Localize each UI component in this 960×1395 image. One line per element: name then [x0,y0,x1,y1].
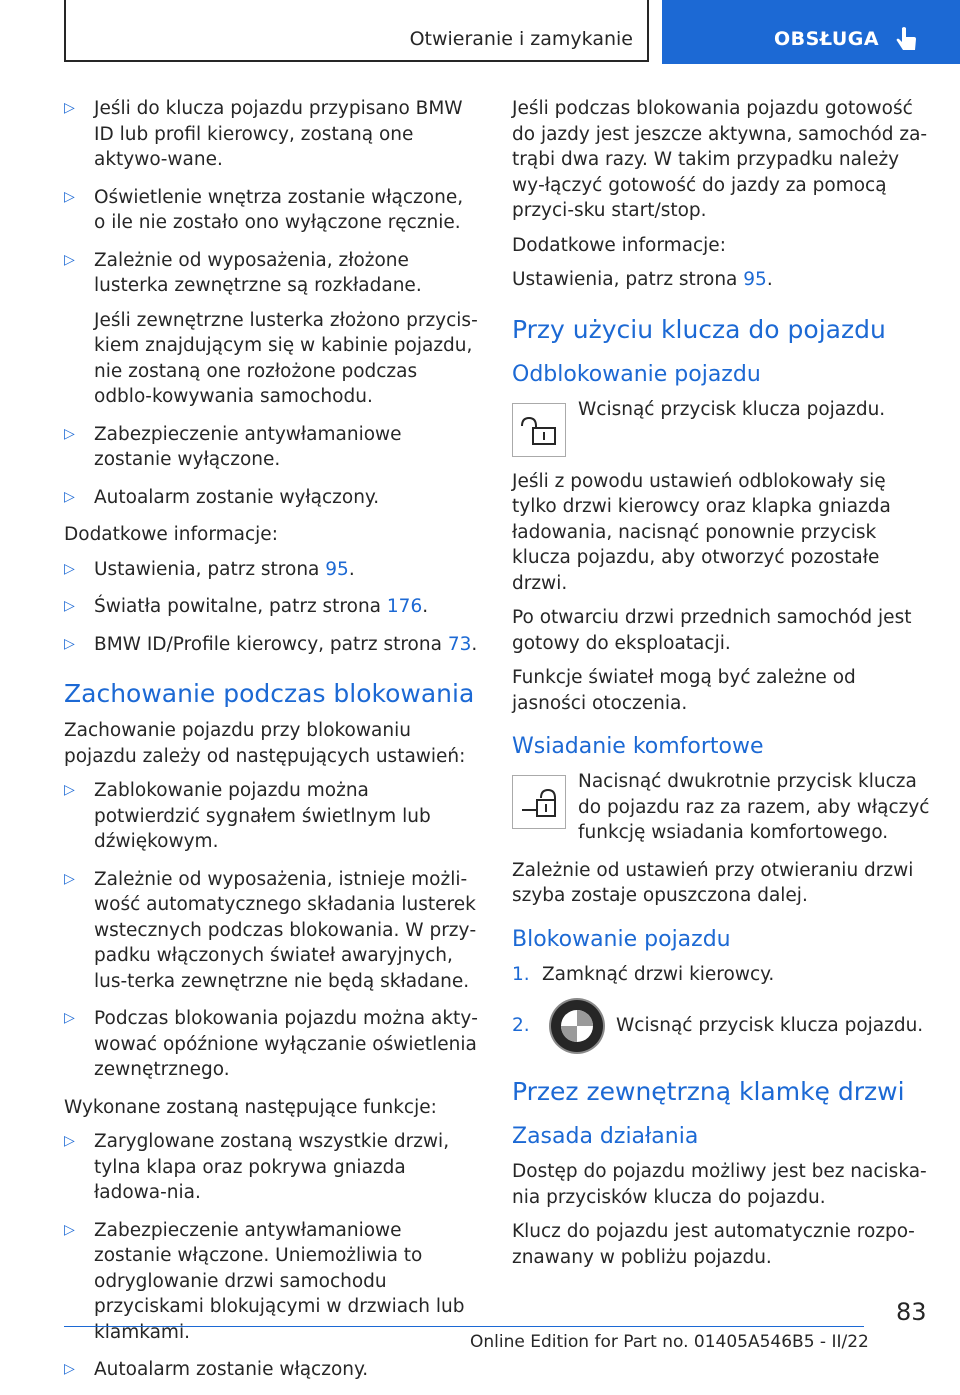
page-link[interactable]: 176 [386,596,423,617]
triangle-bullet-icon: ▷ [64,100,75,116]
triangle-bullet-icon: ▷ [64,488,75,505]
locking-settings-list [64,778,478,1083]
list-item: ▷ Zabezpieczenie antywłamaniowe zostanie wyłączone. [64,423,402,470]
unlock-note-1: Jeśli z powodu ustawień odblokowały się tylko drzwi kierowcy oraz klapka gniazda ładowania, nacisnąć ponownie przycisk klucza pojazdu, aby otworzyć pozostałe drzwi. [512,470,891,594]
key-usage-heading: Przy użyciu klucza do pojazdu [512,314,886,344]
step-text: Zamknąć drzwi kierowcy. [542,963,775,985]
triangle-bullet-icon: ▷ [64,1010,75,1026]
unlock-step-text: Wcisnąć przycisk klucza pojazdu. [578,398,886,420]
list-item: ▷ Jeśli do klucza pojazdu przypisano BMW ID lub profil kierowcy, zostaną one aktywo‐wane. [64,98,463,170]
triangle-bullet-icon: ▷ [64,188,75,205]
additional-info-label: Dodatkowe informacje: [512,234,726,256]
triangle-bullet-icon: ▷ [64,870,75,887]
principle-note-1: Dostęp do pojazdu możliwy jest bez naciska‐nia przycisków klucza do pojazdu. [512,1161,927,1208]
principle-heading: Zasada działania [512,1124,699,1149]
settings-reference: Ustawienia, patrz strona 95. [512,269,773,290]
step-text: Wcisnąć przycisk klucza pojazdu. [616,1015,924,1037]
triangle-bullet-icon: ▷ [64,1361,75,1377]
hand-pointer-icon [894,26,920,54]
footer-divider [64,1326,864,1327]
triangle-bullet-icon: ▷ [64,251,75,268]
triangle-bullet-icon: ▷ [64,635,75,652]
list-item: ▷ Zablokowanie pojazdu można potwierdzić sygnałem świetlnym lub dźwiękowym. [64,780,431,852]
list-item: ▷ Podczas blokowania pojazdu można akty‐wować opóźnione wyłączanie oświetlenia zewnętrznego. [64,1008,478,1080]
unlock-note-2: Po otwarciu drzwi przednich samochód jest gotowy do eksploatacji. [512,607,912,654]
unlock-button-icon [512,403,566,457]
list-item: ▷ Autoalarm zostanie włączony. [64,1357,478,1383]
mirror-note: Jeśli zewnętrzne lusterka złożono przycis‐kiem znajdującym się w kabinie pojazdu, nie zostaną one rozłożone podczas odblo‐kowywania samochodu. [94,309,478,407]
unlock-note-3: Funkcje świateł mogą być zależne od jasności otoczenia. [512,667,856,714]
page-link[interactable]: 95 [325,558,349,580]
comfort-note: Zależnie od ustawień przy otwieraniu drzwi szyba zostaje opuszczona dalej. [512,859,914,906]
reference-list [64,557,478,658]
triangle-bullet-icon: ▷ [64,560,75,577]
footer-edition: Online Edition for Part no. 01405A546B5 - II/22 [470,1332,869,1352]
unlock-effects-list [64,96,478,510]
comfort-access-heading: Wsiadanie komfortowe [512,734,764,759]
right-column [512,96,930,1279]
header-chapter-title: OBSŁUGA [774,28,880,50]
comfort-step-text: Nacisnąć dwukrotnie przycisk klucza do pojazdu raz za razem, aby włączyć funkcję wsiadania komfortowego. [578,771,930,843]
door-handle-heading: Przez zewnętrzną klamkę drzwi [512,1077,905,1106]
left-column [64,96,478,1395]
ready-to-drive-note: Jeśli podczas blokowania pojazdu gotowość do jazdy jest jeszcze aktywna, samochód za‐trąbi dwa razy. W takim przypadku należy wy‐łączyć gotowość do jazdy za pomocą przyci‐sku start/stop. [512,98,928,221]
locking-intro: Zachowanie pojazdu przy blokowaniu pojazdu zależy od następujących ustawień: [64,720,466,767]
unlock-step [512,397,930,457]
lock-step-1 [512,962,930,988]
performed-label: Wykonane zostaną następujące funkcje: [64,1096,437,1118]
unlock-heading: Odblokowanie pojazdu [512,361,761,387]
comfort-step [512,769,930,846]
additional-info-label: Dodatkowe informacje: [64,524,278,545]
page-number: 83 [896,1298,927,1326]
list-item: ▷ Zaryglowane zostaną wszystkie drzwi, tylna klapa oraz pokrywa gniazda ładowa‐nia. [64,1131,450,1203]
step-number: 1. [512,963,530,985]
lock-heading: Blokowanie pojazdu [512,926,731,952]
locking-behavior-heading: Zachowanie podczas blokowania [64,679,475,708]
page-link[interactable]: 73 [447,633,472,655]
header-section-title: Otwieranie i zamykanie [409,28,633,50]
locking-functions-list [64,1129,478,1383]
list-item: ▷ BMW ID/Profile kierowcy, patrz strona 73. [64,632,478,658]
triangle-bullet-icon: ▷ [64,1133,75,1149]
triangle-bullet-icon: ▷ [64,598,75,614]
lock-step-2 [512,997,930,1055]
triangle-bullet-icon: ▷ [64,782,75,798]
list-item: ▷ Zależnie od wyposażenia, złożone lusterka zewnętrzne są rozkładane. Jeśli zewnętrzne lusterka złożono przycis‐kiem znajdującym się w kabinie pojazdu, nie zostaną one rozłożone podczas odblo‐kowywania samochodu. [64,248,478,410]
header-section-box [64,0,649,62]
triangle-bullet-icon: ▷ [64,425,75,442]
list-item: ▷ Autoalarm zostanie wyłączony. [64,485,478,511]
step-number: 2. [512,1015,530,1037]
principle-note-2: Klucz do pojazdu jest automatycznie rozpo‐znawany w pobliżu pojazdu. [512,1221,915,1268]
unlock-button-icon [512,775,566,829]
list-item: ▷ Oświetlenie wnętrza zostanie włączone, o ile nie zostało ono wyłączone ręcznie. [64,186,464,233]
list-item: ▷ Zabezpieczenie antywłamaniowe zostanie włączone. Uniemożliwia to odryglowanie drzwi samochodu przyciskami blokującymi w drzwiach lub klamkami. [64,1219,465,1343]
triangle-bullet-icon: ▷ [64,1221,75,1238]
header-chapter-tab[interactable] [662,0,960,64]
list-item: ▷ Zależnie od wyposażenia, istnieje możli‐wość automatycznego składania lusterek wstecznych podczas blokowania. W przy‐padku włączonych świateł awaryjnych, lus‐terka zewnętrzne nie będą składane. [64,868,477,992]
page-link[interactable]: 95 [743,269,767,290]
bmw-logo-icon [548,997,606,1055]
list-item: ▷ Światła powitalne, patrz strona 176. [64,594,478,620]
list-item: ▷ Ustawienia, patrz strona 95. [64,557,478,583]
